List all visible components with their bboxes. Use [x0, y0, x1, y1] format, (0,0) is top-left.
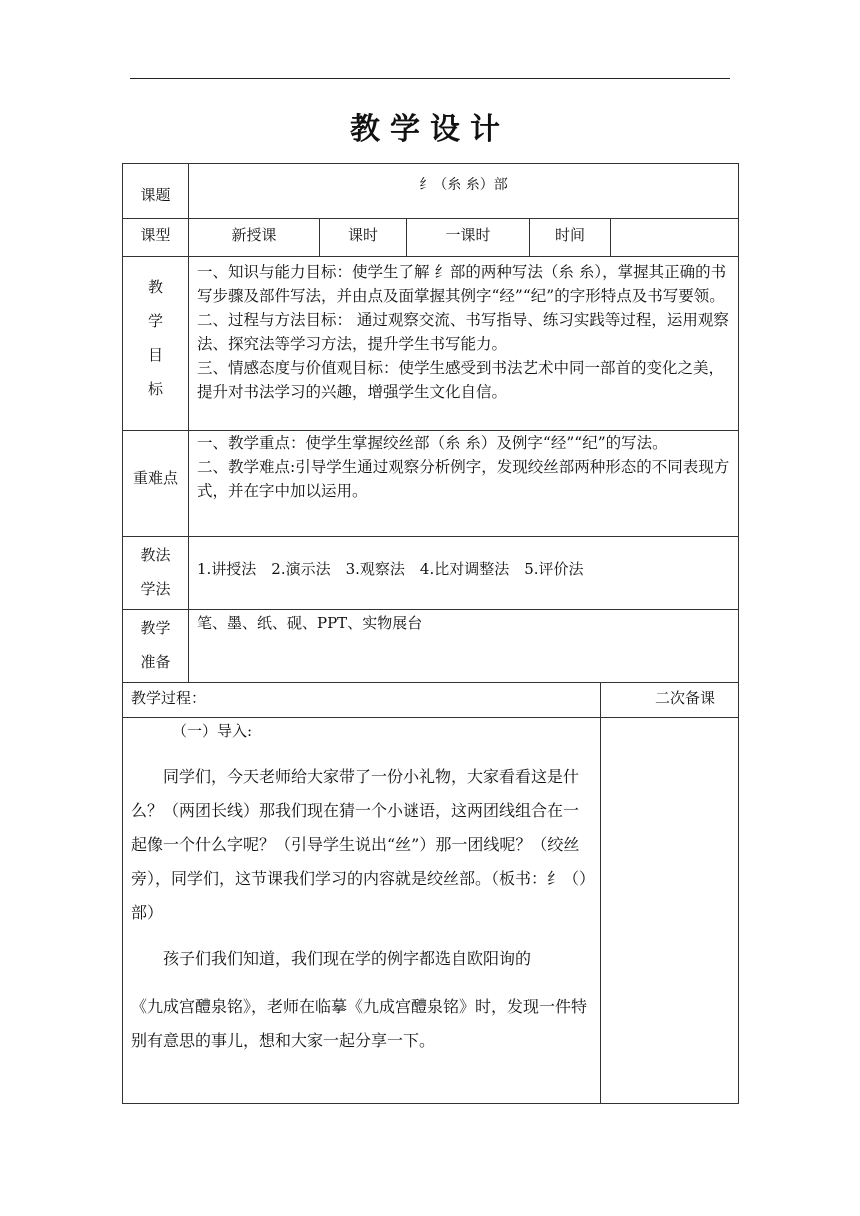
prep-label: 教学 准备 [140, 619, 171, 671]
keypoints-text: 一、教学重点：使学生掌握绞丝部（糸 糸）及例字“经”“纪”的写法。 二、教学难点:引导学生通过观察分析例字，发现绞丝部两种形态的不同表现方式，并在字中加以运用。 [197, 434, 730, 500]
type-value: 新授课 [231, 226, 277, 244]
methods-label: 教法 学法 [140, 546, 171, 598]
intro-heading: （一）导入: [172, 722, 253, 740]
goals-text: 一、知识与能力目标：使学生了解 纟部的两种写法（糸 糸），掌握其正确的书写步骤及部件写法，并由点及面掌握其例字“经”“纪”的字形特点及书写要领。 二、过程与方法目标： 通过观察交流、书写指导、练习实践等过程，运用观察法、探究法等学习方法，提升学生书写能力。 三、情感态度与价值观目标：使学生感受到书法艺术中同一部首的变化之美，提升对书法学习的兴趣，增强学生文化自信。 [197, 263, 729, 401]
process-paragraph-2b: 《九成宫醴泉铭》，老师在临摹《九成宫醴泉铭》时，发现一件特别有意思的事儿，想和大家一起分享一下。 [131, 997, 588, 1050]
keypoints-label: 重难点 [132, 469, 178, 487]
period-value: 一课时 [445, 226, 491, 244]
goals-label: 教 学 目 标 [147, 278, 163, 398]
prep-text: 笔、墨、纸、砚、PPT、实物展台 [197, 614, 423, 632]
time-label: 时间 [554, 226, 585, 244]
secondary-label: 二次备课 [655, 689, 716, 707]
page-title: 教学设计 [350, 112, 510, 147]
process-label: 教学过程： [131, 689, 207, 707]
header-rule [130, 78, 730, 79]
period-label: 课时 [347, 226, 378, 244]
process-paragraph-1: 同学们，今天老师给大家带了一份小礼物，大家看看这是什么？（两团长线）那我们现在猜一个小谜语，这两团线组合在一起像一个什么字呢？（引导学生说出“丝”）那一团线呢？（绞丝旁），同学们，这节课我们学习的内容就是绞丝部。（板书：纟（）部） [131, 767, 588, 922]
topic-value: 纟（糸 糸）部 [419, 177, 508, 193]
process-paragraph-2a: 孩子们我们知道，我们现在学的例字都选自欧阳询的 [163, 949, 532, 968]
methods-text: 1.讲授法 2.演示法 3.观察法 4.比对调整法 5.评价法 [197, 560, 584, 578]
topic-label: 课题 [140, 186, 171, 204]
type-label: 课型 [140, 226, 171, 244]
